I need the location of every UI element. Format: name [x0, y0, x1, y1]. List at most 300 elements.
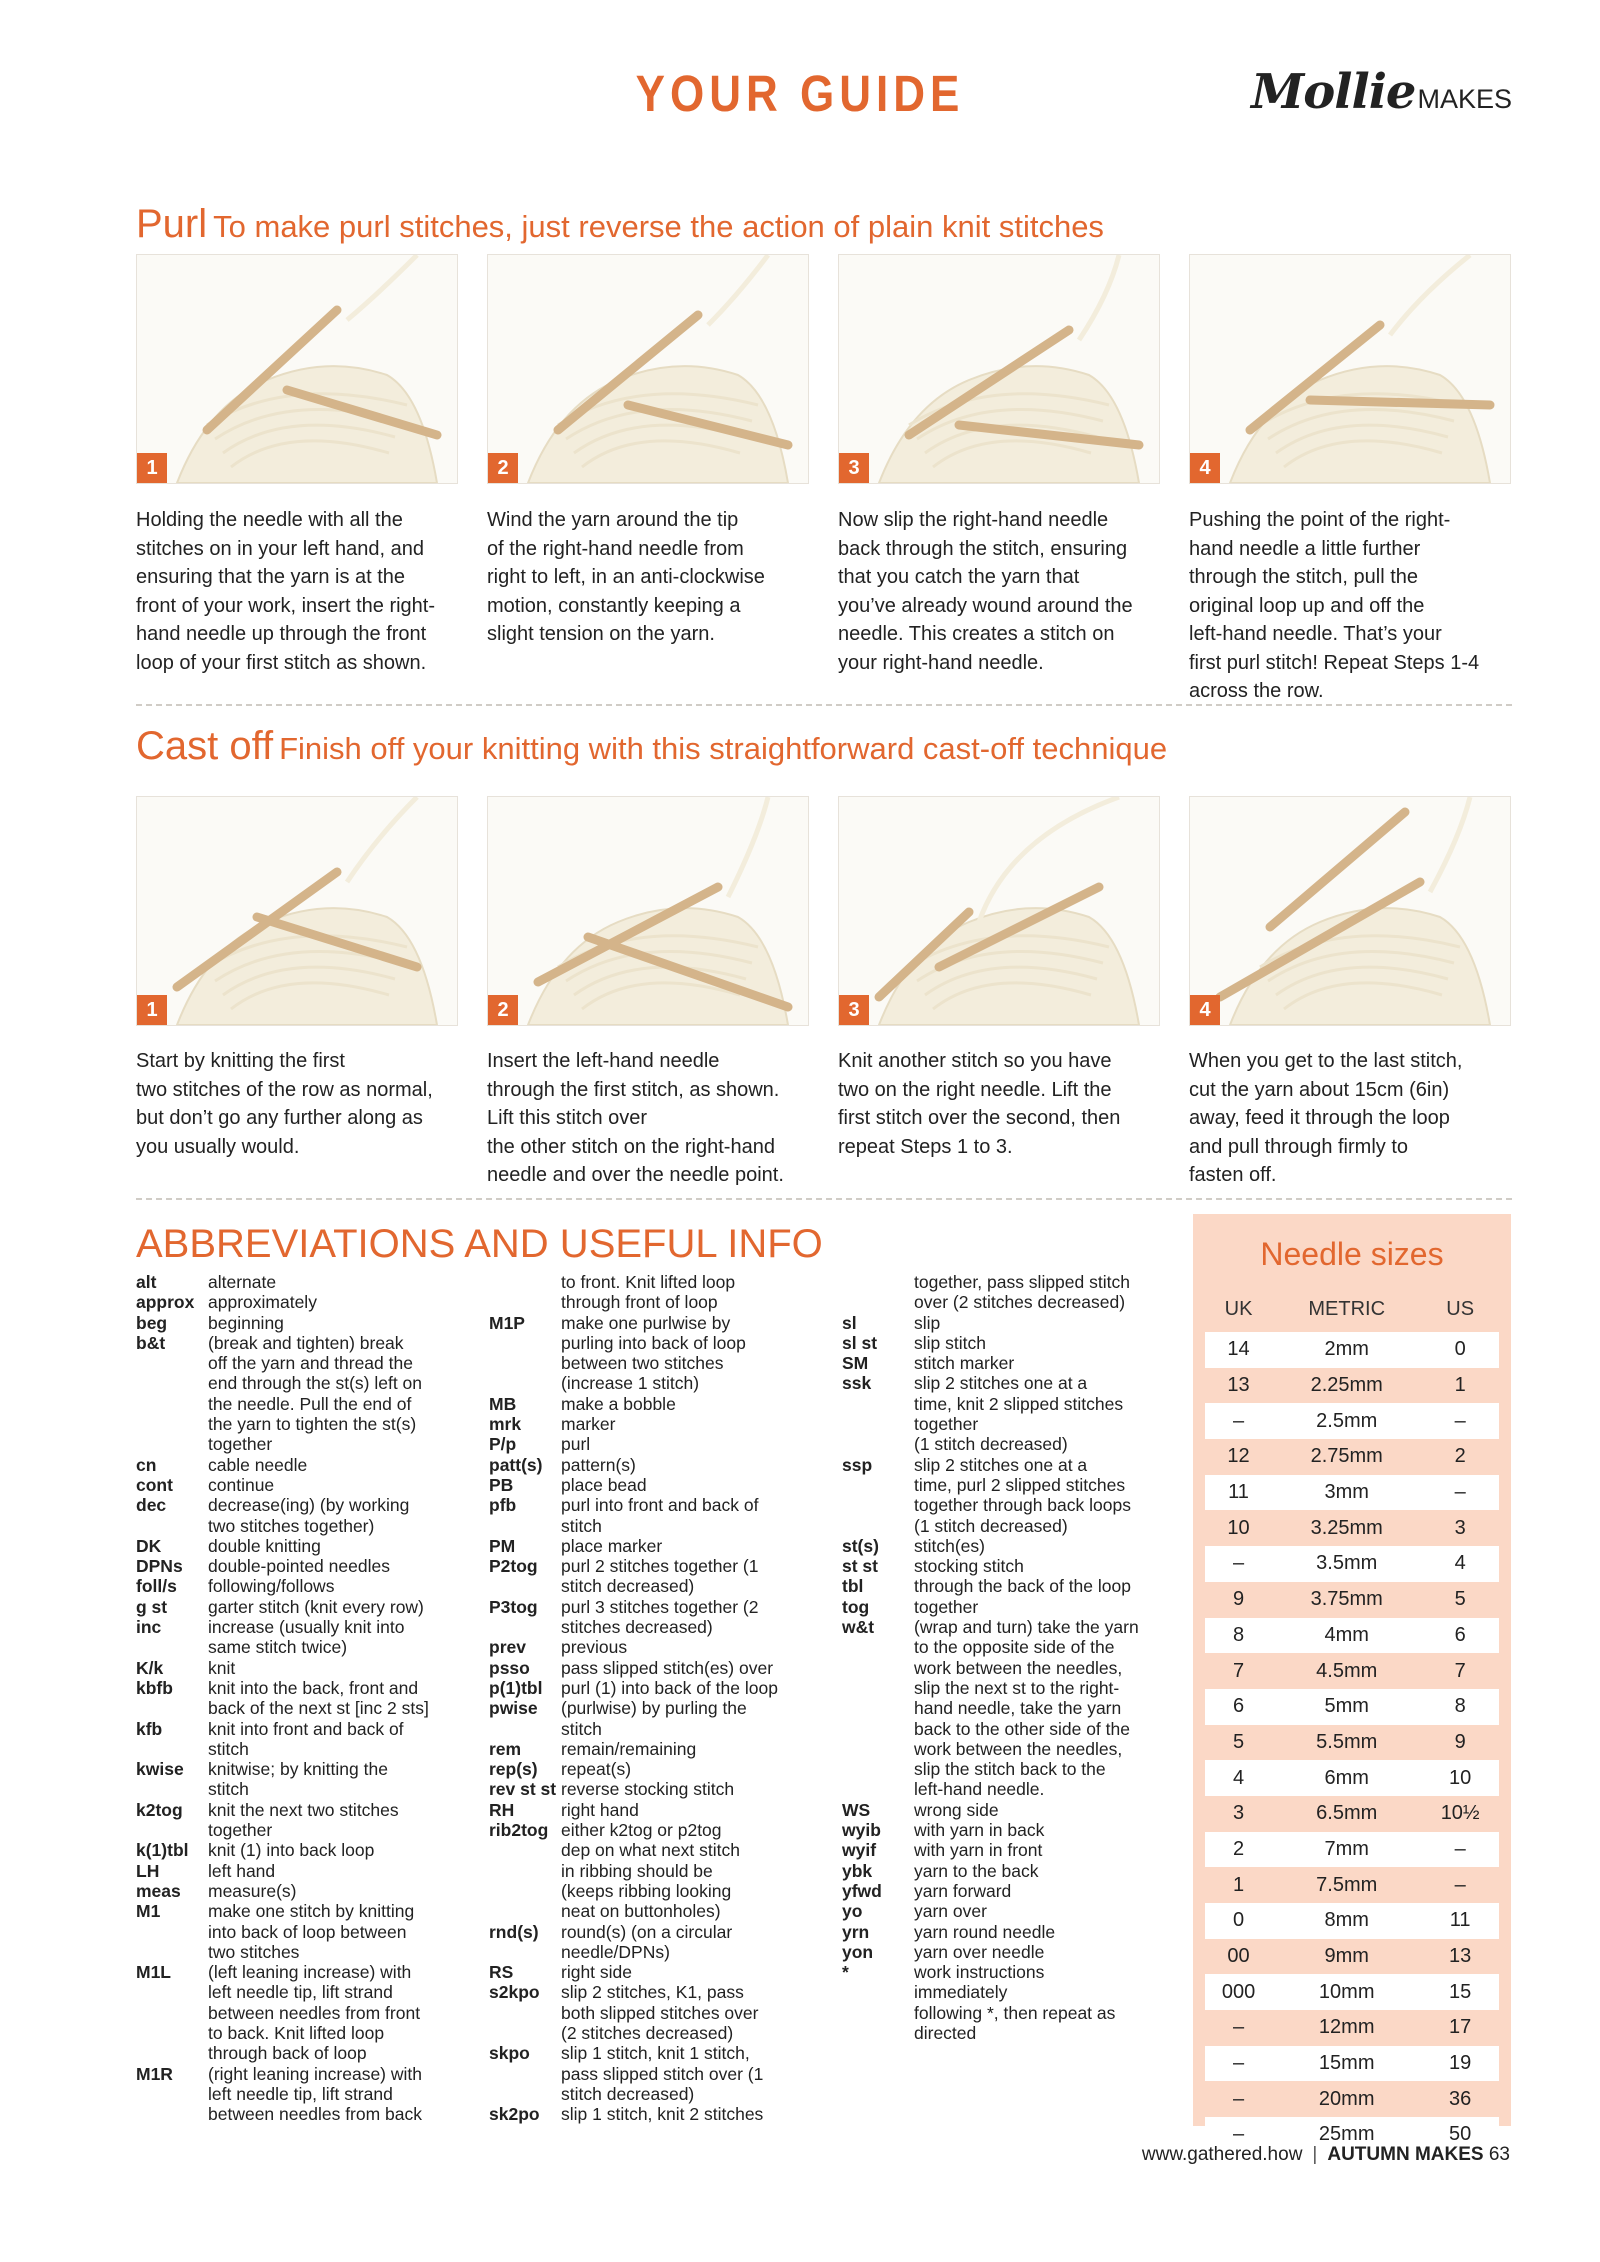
knitting-illustration: [1190, 255, 1510, 483]
abbreviation-term: M1R: [136, 2063, 173, 2084]
needle-metric-cell: 3mm: [1272, 1475, 1421, 1511]
abbreviation-entry: [842, 1272, 1182, 1313]
abbreviation-term: psso: [489, 1657, 530, 1678]
needle-us-cell: 1: [1421, 1368, 1499, 1404]
abbreviation-entry: [842, 1881, 1182, 1901]
abbreviation-term: st st: [842, 1556, 878, 1577]
needle-metric-cell: 3.5mm: [1272, 1546, 1421, 1582]
abbreviation-definition: slip 2 stitches one at a time, purl 2 slipped stitches together through back loops (1 stitch decreased): [914, 1454, 1131, 1536]
abbreviation-entry: [842, 1556, 1182, 1576]
abbreviation-entry: [842, 1901, 1182, 1921]
abbreviation-entry: [842, 1922, 1182, 1942]
brand-logo: [1251, 64, 1512, 120]
needle-metric-cell: 6.5mm: [1272, 1796, 1421, 1832]
needle-us-cell: 8: [1421, 1689, 1499, 1725]
abbreviation-entry: [842, 1313, 1182, 1333]
knitting-illustration: [137, 255, 457, 483]
abbreviation-term: k(1)tbl: [136, 1840, 189, 1861]
abbreviation-entry: [136, 1536, 456, 1556]
abbreviation-term: cn: [136, 1454, 157, 1475]
abbreviation-definition: right side: [561, 1962, 633, 1983]
abbreviation-term: MB: [489, 1393, 517, 1414]
abbreviation-entry: [136, 2064, 456, 2125]
abbreviation-entry: [489, 1394, 809, 1414]
purl-subtitle: To make purl stitches, just reverse the action of plain knit stitches: [213, 209, 1104, 244]
abbreviation-definition: previous: [561, 1637, 628, 1658]
needle-uk-cell: 4: [1205, 1760, 1272, 1796]
needle-size-row: [1205, 1832, 1499, 1868]
abbreviation-term: RH: [489, 1799, 515, 1820]
needle-size-row: [1205, 1974, 1499, 2010]
abbreviation-definition: stitch(es): [914, 1535, 985, 1556]
needle-us-cell: 10: [1421, 1760, 1499, 1796]
abbreviation-entry: [489, 1414, 809, 1434]
needle-uk-cell: 00: [1205, 1939, 1272, 1975]
abbreviation-term: K/k: [136, 1657, 164, 1678]
abbreviation-term: [842, 1272, 914, 1313]
needle-uk-cell: 6: [1205, 1689, 1272, 1725]
needle-size-row: [1205, 1439, 1499, 1475]
abbreviation-term: PB: [489, 1474, 514, 1495]
needle-uk-cell: 5: [1205, 1725, 1272, 1761]
needle-size-row: [1205, 1403, 1499, 1439]
abbreviation-definition: marker: [561, 1414, 616, 1435]
castoff-step-4-text: When you get to the last stitch, cut the yarn about 15cm (6in) away, feed it through the loop and pull through firmly to fasten off.: [1189, 1050, 1463, 1186]
needle-metric-cell: 12mm: [1272, 2010, 1421, 2046]
needle-us-cell: 5: [1421, 1582, 1499, 1618]
abbreviation-term: *: [842, 1962, 849, 1983]
abbreviation-definition: through the back of the loop: [914, 1576, 1131, 1597]
needle-metric-cell: 8mm: [1272, 1903, 1421, 1939]
abbreviation-term: kfb: [136, 1718, 163, 1739]
needle-uk-cell: –: [1205, 2081, 1272, 2117]
abbreviation-definition: slip 2 stitches one at a time, knit 2 slipped stitches together (1 stitch decreased): [914, 1373, 1124, 1455]
abbreviation-term: foll/s: [136, 1576, 177, 1597]
step-badge: 2: [488, 453, 518, 483]
abbreviation-entry: [489, 1820, 809, 1921]
abbreviation-term: M1P: [489, 1312, 525, 1333]
castoff-photo-2: [487, 796, 809, 1026]
castoff-subtitle: Finish off your knitting with this straightforward cast-off technique: [279, 731, 1168, 766]
needle-metric-cell: 2.75mm: [1272, 1439, 1421, 1475]
needle-us-cell: –: [1421, 1832, 1499, 1868]
abbreviation-entry: [489, 1536, 809, 1556]
abbreviation-definition: measure(s): [208, 1880, 297, 1901]
needle-us-cell: –: [1421, 1867, 1499, 1903]
castoff-title: Cast off: [136, 724, 274, 768]
abbreviation-definition: either k2tog or p2tog dep on what next stitch in ribbing should be (keeps ribbing looking neat on buttonholes): [561, 1820, 740, 1922]
abbreviation-term: yo: [842, 1901, 863, 1922]
step-badge: 3: [839, 995, 869, 1025]
needle-uk-cell: –: [1205, 2046, 1272, 2082]
abbreviation-entry: [136, 1759, 456, 1800]
abbreviation-term: DK: [136, 1535, 162, 1556]
abbreviation-entry: [489, 1455, 809, 1475]
abbreviation-term: P2tog: [489, 1556, 538, 1577]
castoff-photo-1: [136, 796, 458, 1026]
abbreviation-term: s2kpo: [489, 1982, 540, 2003]
abbreviation-entry: [136, 1800, 456, 1841]
knitting-illustration: [1190, 797, 1510, 1025]
needle-size-row: [1205, 1618, 1499, 1654]
needle-us-cell: 9: [1421, 1725, 1499, 1761]
abbreviation-term: k2tog: [136, 1799, 183, 1820]
abbreviation-term: ssp: [842, 1454, 873, 1475]
knitting-illustration: [488, 255, 808, 483]
castoff-step-2-text: Insert the left-hand needle through the first stitch, as shown. Lift this stitch over the other stitch on the right-hand needle and over the needle point.: [487, 1050, 784, 1186]
abbreviation-term: M1L: [136, 1962, 171, 1983]
abbreviation-entry: [842, 1353, 1182, 1373]
needle-metric-cell: 5mm: [1272, 1689, 1421, 1725]
abbreviation-definition: double-pointed needles: [208, 1556, 390, 1577]
abbreviation-entry: [489, 1313, 809, 1394]
needle-metric-cell: 2mm: [1272, 1332, 1421, 1368]
abbreviation-entry: [489, 1800, 809, 1820]
abbreviation-term: beg: [136, 1312, 168, 1333]
purl-heading: [136, 202, 1104, 247]
abbreviation-entry: [489, 1982, 809, 2043]
knitting-illustration: [488, 797, 808, 1025]
abbreviation-term: pfb: [489, 1495, 517, 1516]
abbreviation-definition: yarn forward: [914, 1880, 1012, 1901]
abbreviation-entry: [842, 1861, 1182, 1881]
abbreviation-entry: [136, 1556, 456, 1576]
needle-metric-cell: 3.75mm: [1272, 1582, 1421, 1618]
abbreviation-entry: [136, 1861, 456, 1881]
footer-separator: |: [1312, 2144, 1318, 2165]
abbreviation-term: p(1)tbl: [489, 1677, 543, 1698]
needle-uk-cell: –: [1205, 2010, 1272, 2046]
abbreviation-term: rib2tog: [489, 1820, 549, 1841]
abbreviation-term: wyib: [842, 1820, 881, 1841]
castoff-photo-3: [838, 796, 1160, 1026]
abbreviation-entry: [136, 1881, 456, 1901]
needle-metric-cell: 7.5mm: [1272, 1867, 1421, 1903]
abbreviation-term: wyif: [842, 1840, 877, 1861]
abbreviation-definition: yarn over: [914, 1901, 987, 1922]
needle-size-row: [1205, 1760, 1499, 1796]
abbreviation-definition: round(s) (on a circular needle/DPNs): [561, 1921, 733, 1962]
purl-step-1-text: Holding the needle with all the stitches on in your left hand, and ensuring that the yarn is at the front of your work, insert the right- hand needle up through the front loop of your first stitch as shown.: [136, 509, 436, 674]
needle-us-cell: 50: [1421, 2117, 1499, 2153]
abbreviation-definition: knit into the back, front and back of the next st [inc 2 sts]: [208, 1677, 429, 1719]
abbreviation-definition: cable needle: [208, 1454, 308, 1475]
abbreviation-term: P3tog: [489, 1596, 538, 1617]
abbreviation-entry: [842, 1373, 1182, 1454]
abbreviation-entry: [136, 1475, 456, 1495]
needle-us-cell: 2: [1421, 1439, 1499, 1475]
abbreviation-term: kbfb: [136, 1677, 173, 1698]
needle-table-header: [1205, 1286, 1499, 1332]
castoff-photo-4: [1189, 796, 1511, 1026]
abbreviation-entry: [842, 1333, 1182, 1353]
needle-size-row: [1205, 1332, 1499, 1368]
needle-size-row: [1205, 1725, 1499, 1761]
section-divider: [136, 1198, 1512, 1203]
abbreviation-term: sk2po: [489, 2104, 540, 2125]
needle-uk-cell: 11: [1205, 1475, 1272, 1511]
needle-sizes-title: Needle sizes: [1260, 1236, 1444, 1272]
abbreviation-definition: place bead: [561, 1474, 647, 1495]
abbreviation-term: rnd(s): [489, 1921, 539, 1942]
needle-uk-cell: 8: [1205, 1618, 1272, 1654]
needle-size-row: [1205, 1368, 1499, 1404]
abbreviation-definition: stocking stitch: [914, 1556, 1024, 1577]
needle-metric-cell: 2.5mm: [1272, 1403, 1421, 1439]
abbreviation-entry: [489, 1495, 809, 1536]
abbreviation-definition: stitch marker: [914, 1353, 1015, 1374]
abbreviation-entry: [136, 1617, 456, 1658]
abbreviation-term: alt: [136, 1272, 157, 1292]
needle-metric-cell: 4.5mm: [1272, 1653, 1421, 1689]
needle-uk-cell: 14: [1205, 1332, 1272, 1368]
abbreviation-entry: [136, 1333, 456, 1455]
abbreviation-term: skpo: [489, 2043, 530, 2064]
page-footer: [1142, 2144, 1510, 2166]
abbreviation-definition: beginning: [208, 1312, 284, 1333]
abbreviation-definition: purl into front and back of stitch: [561, 1495, 759, 1536]
abbreviation-entry: [136, 1678, 456, 1719]
needle-size-row: [1205, 1867, 1499, 1903]
abbreviation-definition: with yarn in front: [914, 1840, 1043, 1861]
right-needle: [1310, 400, 1490, 405]
abbreviation-entry: [489, 1678, 809, 1698]
abbreviation-definition: knit the next two stitches together: [208, 1799, 399, 1841]
purl-step-4-text: Pushing the point of the right- hand needle a little further through the stitch, pull the original loop up and off the left-hand needle. That’s your first purl stitch! Repeat Steps 1-4 across the row.: [1189, 509, 1480, 702]
purl-photo-4: [1189, 254, 1511, 484]
abbreviation-entry: [489, 1272, 809, 1313]
abbreviation-entry: [136, 1597, 456, 1617]
abbreviation-term: PM: [489, 1535, 516, 1556]
abbreviations-column-2: [489, 1272, 809, 2124]
needle-metric-cell: 4mm: [1272, 1618, 1421, 1654]
needle-uk-cell: 10: [1205, 1510, 1272, 1546]
step-badge: 2: [488, 995, 518, 1025]
abbreviation-term: dec: [136, 1495, 167, 1516]
abbreviation-entry: [136, 1292, 456, 1312]
castoff-step-1-text: Start by knitting the first two stitches of the row as normal, but don’t go any further along as you usually would.: [136, 1050, 433, 1158]
abbreviation-definition: purl: [561, 1434, 591, 1455]
abbreviation-definition: (wrap and turn) take the yarn to the opposite side of the work between the needles, slip the next st to the right- hand needle, take the yarn back to the other side of the work between the needles, slip the stitch back to the left-hand needle.: [914, 1617, 1139, 1800]
abbreviation-definition: knit into front and back of stitch: [208, 1718, 404, 1759]
abbreviation-definition: together, pass slipped stitch over (2 stitches decreased): [914, 1272, 1130, 1313]
needle-size-row: [1205, 1903, 1499, 1939]
abbreviation-definition: slip 2 stitches, K1, pass both slipped stitches over (2 stitches decreased): [561, 1982, 759, 2043]
needle-size-row: [1205, 1689, 1499, 1725]
abbreviation-entry: [136, 1495, 456, 1536]
abbreviation-entry: [842, 1840, 1182, 1860]
abbreviation-entry: [136, 1576, 456, 1596]
castoff-heading: [136, 724, 1167, 769]
abbreviation-term: rev st st: [489, 1779, 557, 1800]
needle-us-cell: 19: [1421, 2046, 1499, 2082]
abbreviation-definition: yarn to the back: [914, 1860, 1039, 1881]
abbreviation-entry: [489, 1434, 809, 1454]
abbreviation-entry: [842, 1536, 1182, 1556]
brand-makes: MAKES: [1417, 84, 1512, 114]
section-label: YOUR GUIDE: [635, 66, 965, 123]
abbreviation-term: yfwd: [842, 1880, 882, 1901]
needle-size-row: [1205, 1939, 1499, 1975]
needle-size-row: [1205, 2010, 1499, 2046]
abbreviation-term: approx: [136, 1292, 195, 1313]
abbreviation-term: SM: [842, 1353, 869, 1374]
abbreviation-entry: [489, 1739, 809, 1759]
abbreviation-entry: [489, 1779, 809, 1799]
abbreviation-definition: purl (1) into back of the loop: [561, 1677, 778, 1698]
needle-us-cell: 15: [1421, 1974, 1499, 2010]
needle-metric-cell: 6mm: [1272, 1760, 1421, 1796]
abbreviation-term: mrk: [489, 1414, 522, 1435]
abbreviation-definition: yarn round needle: [914, 1921, 1056, 1942]
abbreviations-column-3: [842, 1272, 1182, 2043]
step-badge: 1: [137, 995, 167, 1025]
purl-photo-1: [136, 254, 458, 484]
abbreviation-term: rem: [489, 1738, 522, 1759]
abbreviation-term: ybk: [842, 1860, 873, 1881]
header-metric: METRIC: [1308, 1297, 1386, 1320]
needle-us-cell: –: [1421, 1403, 1499, 1439]
abbreviation-definition: garter stitch (knit every row): [208, 1596, 424, 1617]
abbreviations-title: ABBREVIATIONS AND USEFUL INFO: [136, 1222, 823, 1266]
abbreviation-term: tbl: [842, 1576, 864, 1597]
abbreviation-term: sl: [842, 1312, 857, 1333]
abbreviation-entry: [489, 1962, 809, 1982]
abbreviation-definition: increase (usually knit into same stitch twice): [208, 1617, 405, 1658]
abbreviation-entry: [136, 1455, 456, 1475]
abbreviation-entry: [489, 1637, 809, 1657]
abbreviation-definition: to front. Knit lifted loop through front of loop: [561, 1272, 736, 1313]
needle-us-cell: 7: [1421, 1653, 1499, 1689]
header-uk: UK: [1224, 1297, 1253, 1320]
abbreviation-definition: (left leaning increase) with left needle tip, lift strand between needles from front to back. Knit lifted loop through back of loop: [208, 1962, 421, 2064]
abbreviation-entry: [136, 1840, 456, 1860]
abbreviation-term: b&t: [136, 1332, 166, 1353]
abbreviation-entry: [489, 1922, 809, 1963]
abbreviation-definition: (purlwise) by purling the stitch: [561, 1698, 747, 1739]
header-us: US: [1446, 1297, 1475, 1320]
needle-size-row: [1205, 2081, 1499, 2117]
abbreviation-term: kwise: [136, 1759, 184, 1780]
abbreviation-definition: work instructions immediately following *, then repeat as directed: [914, 1962, 1116, 2043]
abbreviation-definition: double knitting: [208, 1535, 321, 1556]
abbreviation-definition: make a bobble: [561, 1393, 676, 1414]
needle-us-cell: 17: [1421, 2010, 1499, 2046]
abbreviation-term: ssk: [842, 1373, 872, 1394]
needle-metric-cell: 7mm: [1272, 1832, 1421, 1868]
needle-metric-cell: 25mm: [1272, 2117, 1421, 2153]
needle-us-cell: 0: [1421, 1332, 1499, 1368]
footer-page-number: 63: [1488, 2144, 1510, 2165]
abbreviation-definition: reverse stocking stitch: [561, 1779, 735, 1800]
abbreviation-entry: [842, 1576, 1182, 1596]
abbreviation-definition: approximately: [208, 1292, 317, 1313]
section-divider: [136, 704, 1512, 709]
abbreviation-term: st(s): [842, 1535, 879, 1556]
abbreviation-term: meas: [136, 1880, 181, 1901]
abbreviation-term: patt(s): [489, 1454, 543, 1475]
needle-uk-cell: –: [1205, 2117, 1272, 2153]
needle-metric-cell: 2.25mm: [1272, 1368, 1421, 1404]
needle-metric-cell: 9mm: [1272, 1939, 1421, 1975]
abbreviation-definition: place marker: [561, 1535, 663, 1556]
abbreviation-term: WS: [842, 1799, 871, 1820]
castoff-step-3-text: Knit another stitch so you have two on the right needle. Lift the first stitch over the second, then repeat Steps 1 to 3.: [838, 1050, 1121, 1158]
abbreviation-definition: make one purlwise by purling into back of loop between two stitches (increase 1 stitch): [561, 1312, 746, 1394]
abbreviation-entry: [842, 1455, 1182, 1536]
abbreviation-entry: [842, 1617, 1182, 1800]
abbreviation-entry: [136, 1962, 456, 2063]
needle-table-body: [1205, 1332, 1499, 2153]
abbreviation-term: M1: [136, 1901, 161, 1922]
abbreviation-entry: [489, 1658, 809, 1678]
abbreviation-entry: [842, 1820, 1182, 1840]
abbreviation-entry: [489, 1698, 809, 1739]
step-badge: 4: [1190, 453, 1220, 483]
abbreviation-term: yon: [842, 1941, 874, 1962]
abbreviation-term: cont: [136, 1474, 173, 1495]
needle-metric-cell: 10mm: [1272, 1974, 1421, 2010]
purl-title: Purl: [136, 202, 208, 246]
abbreviation-definition: slip stitch: [914, 1332, 986, 1353]
needle-us-cell: 6: [1421, 1618, 1499, 1654]
abbreviation-entry: [489, 1475, 809, 1495]
needle-us-cell: 10½: [1421, 1796, 1499, 1832]
needle-uk-cell: 12: [1205, 1439, 1272, 1475]
abbreviation-definition: continue: [208, 1474, 275, 1495]
abbreviation-term: g st: [136, 1596, 168, 1617]
needle-size-row: [1205, 2046, 1499, 2082]
needle-uk-cell: 1: [1205, 1867, 1272, 1903]
abbreviation-entry: [489, 2043, 809, 2104]
brand-script: Mollie: [1251, 64, 1416, 120]
footer-url[interactable]: www.gathered.how: [1141, 2144, 1303, 2165]
footer-issue: AUTUMN MAKES: [1327, 2144, 1484, 2165]
abbreviation-definition: pattern(s): [561, 1454, 636, 1475]
abbreviation-entry: [136, 1313, 456, 1333]
abbreviation-entry: [842, 1597, 1182, 1617]
needle-size-row: [1205, 1796, 1499, 1832]
abbreviation-definition: alternate: [208, 1272, 277, 1292]
abbreviation-entry: [136, 1719, 456, 1760]
needle-us-cell: 4: [1421, 1546, 1499, 1582]
abbreviation-definition: following/follows: [208, 1576, 335, 1597]
abbreviation-term: tog: [842, 1596, 870, 1617]
abbreviation-term: w&t: [842, 1617, 875, 1638]
needle-metric-cell: 15mm: [1272, 2046, 1421, 2082]
abbreviation-definition: knit: [208, 1657, 236, 1678]
abbreviation-term: [489, 1272, 561, 1313]
needle-uk-cell: 3: [1205, 1796, 1272, 1832]
abbreviation-term: pwise: [489, 1698, 538, 1719]
needle-size-row: [1205, 1475, 1499, 1511]
abbreviation-definition: remain/remaining: [561, 1738, 697, 1759]
needle-size-row: [1205, 1653, 1499, 1689]
needle-sizes-table: [1205, 1286, 1499, 2153]
abbreviation-definition: (right leaning increase) with left needle tip, lift strand between needles from back: [208, 2063, 423, 2125]
purl-step-3-text: Now slip the right-hand needle back through the stitch, ensuring that you catch the yarn that you’ve already wound around the needle. This creates a stitch on your right-hand needle.: [838, 509, 1133, 674]
needle-metric-cell: 5.5mm: [1272, 1725, 1421, 1761]
abbreviation-definition: repeat(s): [561, 1759, 632, 1780]
abbreviation-term: RS: [489, 1962, 514, 1983]
abbreviation-entry: [136, 1901, 456, 1962]
needle-us-cell: 3: [1421, 1510, 1499, 1546]
needle-uk-cell: –: [1205, 1546, 1272, 1582]
abbreviation-definition: yarn over needle: [914, 1941, 1045, 1962]
abbreviation-definition: left hand: [208, 1860, 276, 1881]
abbreviation-definition: (break and tighten) break off the yarn and thread the end through the st(s) left on the needle. Pull the end of the yarn to tighten the st(s) together: [208, 1332, 423, 1455]
needle-metric-cell: 20mm: [1272, 2081, 1421, 2117]
